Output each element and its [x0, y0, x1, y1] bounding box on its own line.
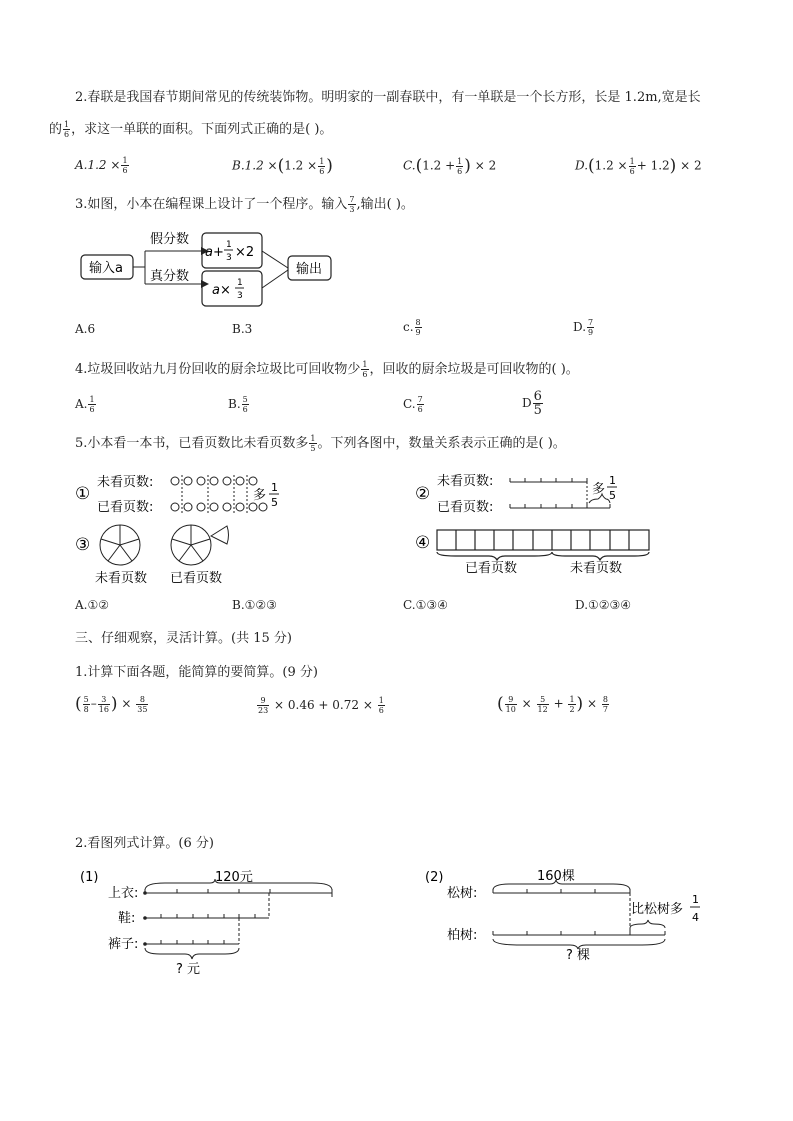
proper-label: 真分数	[150, 269, 190, 284]
q2-option-a[interactable]: A.1.2 × $\frac{1}{6}$	[75, 156, 128, 175]
q4-option-a[interactable]: A. $\frac{1}{6}$	[75, 395, 95, 414]
s3-q1-text: 1.计算下面各题，能简算的要简算。(9 分)	[75, 665, 318, 680]
svg-text:120元: 120元	[215, 870, 253, 885]
svg-text:未看页数:: 未看页数:	[97, 475, 154, 490]
svg-text:3: 3	[226, 253, 232, 263]
expression-3: ( $\frac{9}{10}$ × $\frac{5}{12}$ + $\frac{1}{2}$ ) × $\frac{8}{7}$	[497, 694, 608, 714]
expression-2: $\frac{9}{23}$ × 0.46 + 0.72 × $\frac{1}{6}$	[258, 696, 384, 715]
q3-option-a[interactable]: A.6	[75, 322, 96, 336]
problem-2-diagram	[420, 863, 710, 973]
problem-1-diagram	[75, 863, 345, 983]
improper-label: 假分数	[150, 232, 190, 247]
svg-text:鞋:: 鞋:	[118, 911, 136, 926]
svg-text:×2: ×2	[235, 245, 255, 260]
svg-text:比松树多: 比松树多	[631, 902, 684, 917]
svg-text:1: 1	[271, 481, 278, 494]
q3-option-b[interactable]: B.3	[232, 322, 253, 336]
input-label: 输入a	[89, 261, 123, 276]
svg-text:未看页数:: 未看页数:	[437, 474, 494, 489]
svg-text:柏树:: 柏树:	[447, 928, 478, 943]
q5-option-a[interactable]: A.①②	[75, 598, 109, 612]
s3-q2-text: 2.看图列式计算。(6 分)	[75, 836, 214, 851]
section-title: 三、仔细观察，灵活计算。(共 15 分)	[75, 631, 292, 646]
q3-text: 3.如图，小本在编程课上设计了一个程序。输入 $\frac{7}{3}$ ,输出( )。	[75, 195, 414, 214]
q3-option-c[interactable]: c. $\frac{8}{9}$	[403, 318, 421, 337]
diagram-2	[415, 467, 645, 517]
q2-line1: 2.春联是我国春节期间常见的传统装饰物。明明家的一副春联中，有一单联是一个长方形，长是 1.2m,宽是长	[75, 90, 701, 105]
q4-option-c[interactable]: C. $\frac{7}{6}$	[403, 395, 423, 414]
svg-text:1: 1	[226, 240, 232, 250]
svg-text:未看页数: 未看页数	[95, 571, 148, 586]
svg-text:已看页数: 已看页数	[170, 571, 223, 586]
proper-box	[202, 271, 262, 306]
diagram-1-number: ①	[75, 484, 91, 504]
svg-text:④: ④	[415, 533, 431, 553]
svg-text:? 元: ? 元	[176, 962, 201, 977]
svg-text:5: 5	[271, 496, 278, 509]
q5-option-d[interactable]: D.①②③④	[575, 598, 632, 612]
svg-text:已看页数:: 已看页数:	[437, 500, 494, 515]
svg-text:③: ③	[75, 535, 91, 555]
svg-text:1: 1	[609, 474, 616, 487]
fraction: $\frac{1}{6}$	[64, 120, 70, 139]
svg-text:a×: a×	[212, 283, 231, 298]
diagram-3	[75, 518, 255, 588]
q5-option-c[interactable]: C.①③④	[403, 598, 448, 612]
q5-text: 5.小本看一本书，已看页数比未看页数多 $\frac{1}{5}$ 。下列各图中，数量关系表示正确的是( )。	[75, 434, 566, 453]
svg-text:160棵: 160棵	[537, 869, 575, 884]
q2-line2: 的 $\frac{1}{6}$ ，求这一单联的面积。下面列式正确的是( )。	[49, 120, 333, 139]
q2-option-d[interactable]: D.(1.2 × $\frac{1}{6}$ + 1.2) × 2	[575, 156, 702, 176]
svg-text:未看页数: 未看页数	[570, 561, 623, 576]
svg-text:3: 3	[237, 291, 243, 301]
q2-option-b[interactable]: B.1.2 ×(1.2 × $\frac{1}{6}$ )	[232, 156, 333, 176]
q5-option-b[interactable]: B.①②③	[232, 598, 277, 612]
svg-text:(1): (1)	[80, 870, 99, 885]
svg-text:松树:: 松树:	[447, 886, 478, 901]
output-label: 输出	[296, 262, 323, 277]
svg-text:4: 4	[692, 911, 699, 924]
svg-text:②: ②	[415, 484, 431, 504]
svg-text:? 棵: ? 棵	[566, 948, 591, 963]
diagram-1	[75, 467, 295, 517]
svg-text:a+: a+	[205, 245, 224, 260]
q4-option-d[interactable]: D $\frac{6}{5}$	[522, 389, 542, 418]
svg-text:已看页数: 已看页数	[465, 561, 518, 576]
q4-text: 4.垃圾回收站九月份回收的厨余垃圾比可回收物少 $\frac{1}{6}$ ，回收的厨余垃圾是可回收物的( )。	[75, 360, 579, 379]
svg-text:1: 1	[692, 893, 699, 906]
svg-text:已看页数:: 已看页数:	[97, 500, 154, 515]
svg-text:多: 多	[253, 488, 267, 503]
svg-text:裤子:: 裤子:	[108, 937, 139, 952]
svg-text:(2): (2)	[425, 870, 444, 885]
q2-option-c[interactable]: C.(1.2 + $\frac{1}{6}$ ) × 2	[403, 156, 497, 176]
expression-1: ( $\frac{5}{8}$ – $\frac{3}{16}$ ) × $\frac{8}{35}$	[75, 694, 148, 714]
svg-text:上衣:: 上衣:	[108, 886, 139, 901]
program-flowchart	[75, 225, 345, 310]
q4-option-b[interactable]: B. $\frac{5}{6}$	[228, 395, 248, 414]
svg-text:多: 多	[592, 482, 606, 497]
svg-text:5: 5	[609, 489, 616, 502]
q3-option-d[interactable]: D. $\frac{7}{9}$	[573, 318, 594, 337]
svg-text:1: 1	[237, 278, 243, 288]
diagram-4	[415, 528, 655, 578]
